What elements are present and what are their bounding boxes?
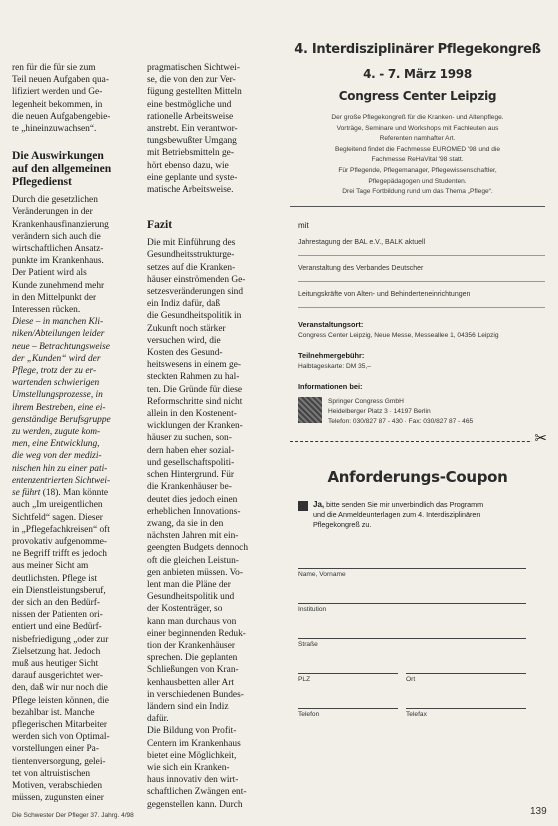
congress-intro: Der große Pflegekongreß für die Kranken- und Altenpflege. Vorträge, Seminare und Workshops mit Fachleuten aus Referenten namhafter Art. Begleitend findet die Fachmesse EUROMED '98 und die Fachmesse ReHaVital '98 statt. Für Pflegende, Pflegemanager, Pflegewissenschaftler, Pflegepädagogen und Studenten. Drei Tage Fortbildung rund um das Thema „Pflege“. [331, 114, 504, 196]
cut-line [290, 429, 547, 447]
col2-fazit-paragraph: Die mit Einführung des Gesundheitsstrukturge- setzes auf die Kranken- häuser einströmenden Ge- setzesveränderungen sind ein Indiz dafür, daß die Gesundheitspolitik in Zukunft noch stärker versuchen wird, die Kosten des Gesund- heitswesens in einem ge- steckten Rahmen zu hal- ten. Die Gründe für diese Reformschritte sind nicht allein in den Kostenent- wicklungen der Kranken- häuser zu suchen, son- dern haben eher sozial- und gesellschaftspoliti- schen Hintergrund. Für die Krankenhäuser be- deutet dies jedoch einen erheblichen Innovations- zwang, da sie in den nächsten Jahren mit ein- geengten Budgets dennoch oft die gleichen Leistun- gen anbieten müssen. Vo- lent man die Pläne der Gesundheitspolitik und der Kostenträger, so kann man durchaus von einer beginnenden Reduk- tion der Krankenhäuser sprechen. Die geplanten Schließungen von Kran- kenhausbetten aller Art in verschiedenen Bundes- ländern sind ein Indiz dafür. Die Bildung von Profit- Centern im Krankenhaus bietet eine Möglichkeit, wie sich ein Kranken- haus innovativ den wirt- schaftlichen Zwängen ent- gegenstellen kann. Durch [147, 238, 249, 810]
venue-label: Veranstaltungsort: [298, 319, 364, 329]
col1-paragraph: Durch die gesetzlichen Veränderungen in der Krankenhausfinanzierung verändern sich auch die wirtschaftlichen Ansatz- punkte im Krankenhaus. Der Patient wird als Kunde zunehmend mehr in den Mittelpunkt der Interessen rücken. [12, 195, 109, 316]
mit-item-2: Veranstaltung des Verbandes Deutscher [298, 264, 545, 282]
section-heading: Die Auswirkungen auf den allgemeinen Pflegedienst [12, 149, 112, 189]
institution-field[interactable]: Institution [298, 581, 526, 604]
congress-venue: Congress Center Leipzig [338, 89, 497, 103]
mit-item-3: Leitungskräfte von Alten- und Behinderteneinrichtungen [298, 290, 545, 308]
divider [290, 206, 545, 207]
col2-paragraph: pragmatischen Sichtwei- se, die von den zur Ver- fügung gestellten Mitteln eine bestmögliche und rationelle Arbeitsweise anstrebt. Ein verantwor- tungsbewußter Umgang mit Betriebsmitteln ge- hört ebenso dazu, wie eine geplante und syste- matische Arbeitsweise. [147, 63, 242, 196]
ja-text: bitte senden Sie mir unverbindlich das Programm und die Anmeldeunterlagen zum 4. Interdisziplinären Pflegekongreß zu. [313, 499, 484, 529]
phone-fax-row [298, 686, 526, 718]
publisher-logo [298, 397, 322, 423]
page-number: 139 [530, 806, 547, 817]
col1-paragraph-cont [12, 316, 140, 499]
fazit-heading: Fazit [147, 218, 173, 232]
fax-field[interactable]: Telefax [406, 686, 526, 709]
coupon-title: Anforderungs-Coupon [327, 467, 508, 486]
article-column-1 [12, 62, 140, 814]
col1-intro: ren für die für sie zum Teil neuen Aufgaben qua- lifiziert werden und Ge- legenheit bekommen, in die neuen Aufgabengebie- te „hineinzuwachsen“. [12, 63, 111, 135]
fee-value: Halbtageskarte: DM 35,– [298, 362, 371, 370]
congress-dates: 4. - 7. März 1998 [363, 67, 472, 81]
street-field[interactable]: Straße [298, 616, 526, 639]
info-address: Springer Congress GmbH Heidelberger Platz 3 · 14197 Berlin Telefon: 030/827 87 - 430 · Fax: 030/827 87 - 465 [328, 397, 474, 425]
coupon-request [298, 500, 545, 530]
mit-item-1: Jahrestagung der BAL e.V., BALK aktuell [298, 238, 545, 256]
info-label: Informationen bei: [298, 381, 363, 391]
congress-ad-panel [290, 40, 545, 802]
congress-title: 4. Interdisziplinärer Pflegekongreß [294, 42, 541, 57]
phone-field[interactable]: Telefon [298, 686, 398, 709]
name-field[interactable]: Name, Vorname [298, 546, 526, 569]
col1-paragraph-2: auch „Im ureigentlichen Sichtfeld“ sagen. Dieser in „Pflegefachkreisen“ oft provokativ aufgenomme- ne Begriff trifft es jedoch aus meiner Sicht am deutlichsten. Pflege ist ein Dienstleistungsberuf, der sich an den Bedürf- nissen der Patienten ori- entiert und eine Bedürf- nisbefriedigung „oder zur Zielsetzung hat. Jedoch muß aus heutiger Sicht darauf ausgerichtet wer- den, daß wir nur noch die Pflege leisten können, die bezahlbar ist. Manche pflegerischen Mitarbeiter werden sich von Optimal- vorstellungen einer Pa- tientenversorgung, gelei- tet von altruistischen Motiven, verabschieden müssen, zugunsten einer [12, 500, 110, 804]
italic-quote: Diese – in manchen Kli- niken/Abteilungen leider neue – Betrachtungsweise der „Kunden“ wird der Pflege, trotz der zu er- wartenden schwierigen Umstellungsprozesse, in ihrem Bestreben, eine ei- genständige Berufsgruppe zu werden, zugute kom- men, eine Entwicklung, die weg von der medizi- nischen hin zu einer pati- entenzentrierten Sichtwei- se führt [12, 317, 111, 499]
citation: (18). Man könnte [42, 488, 109, 499]
article-column-2 [147, 62, 277, 814]
scissors-icon: ✂ [534, 429, 547, 447]
mit-label: mit [298, 220, 309, 230]
ort-field[interactable]: Ort [406, 651, 526, 674]
ja-word: Ja, [313, 499, 325, 509]
fee-label: Teilnehmergebühr: [298, 350, 365, 360]
plz-field[interactable]: PLZ [298, 651, 398, 674]
info-block [298, 397, 545, 427]
journal-footer: Die Schwester Der Pfleger 37. Jahrg. 4/98 [12, 812, 134, 819]
checkbox-icon[interactable] [298, 501, 308, 511]
plz-ort-row [298, 651, 526, 683]
venue-address: Congress Center Leipzig, Neue Messe, Messeallee 1, 04356 Leipzig [298, 331, 499, 339]
